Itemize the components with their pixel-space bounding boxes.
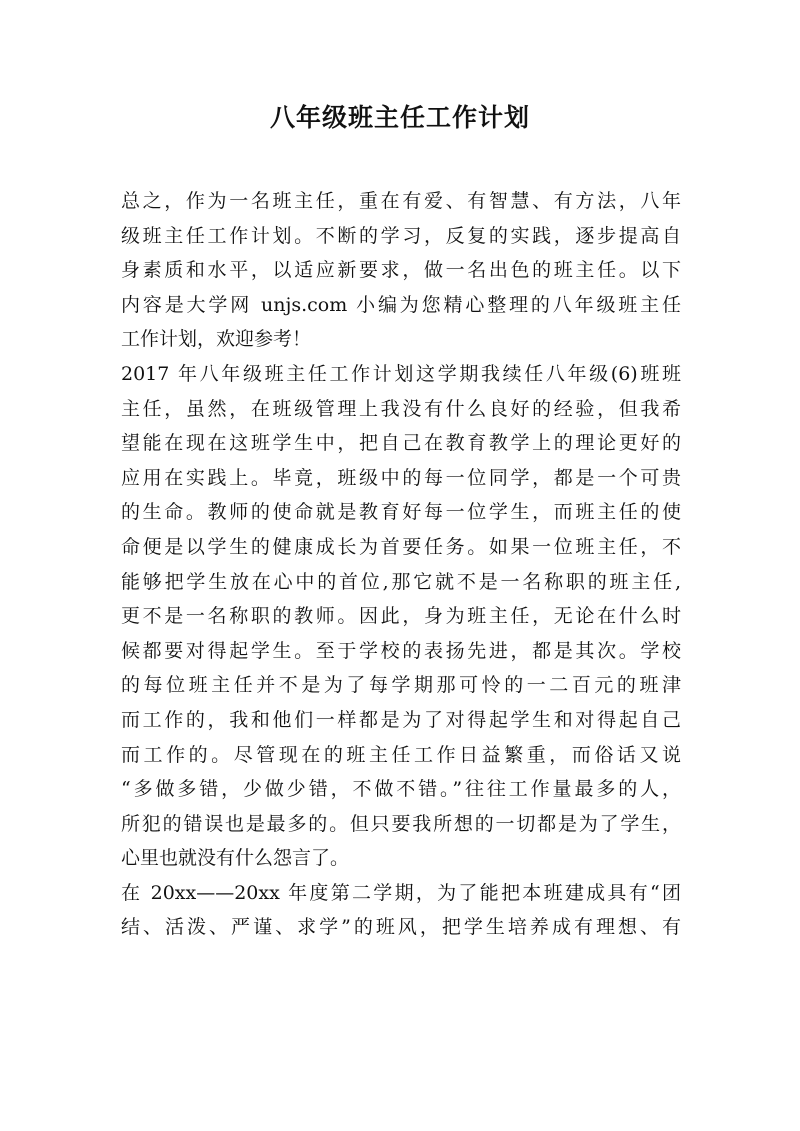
text-line: 内容是大学网 unjs.com 小编为您精心整理的八年级班主任: [121, 293, 681, 316]
text-line: 的每位班主任并不是为了每学期那可怜的一二百元的班津: [121, 674, 681, 697]
text-line: 的生命。教师的使命就是教育好每一位学生，而班主任的使: [121, 501, 681, 524]
text-line: 工作计划，欢迎参考！: [121, 328, 312, 351]
text-line: 总之，作为一名班主任，重在有爱、有智慧、有方法，八年: [121, 190, 681, 212]
text-line: 而工作的，我和他们一样都是为了对得起学生和对得起自己: [121, 708, 681, 731]
text-line: 2017 年八年级班主任工作计划这学期我续任八年级(6)班班: [121, 362, 681, 385]
text-line: 级班主任工作计划。不断的学习，反复的实践，逐步提高自: [121, 224, 681, 247]
text-line: 候都要对得起学生。至于学校的表扬先进，都是其次。学校: [121, 639, 681, 662]
text-line: 在 20xx——20xx 年度第二学期，为了能把本班建成具有“团: [121, 881, 681, 904]
text-line: 结、活泼、严谨、求学”的班风，把学生培养成有理想、有: [121, 916, 681, 939]
text-line: 主任，虽然，在班级管理上我没有什么良好的经验，但我希: [121, 397, 681, 420]
text-line: 身素质和水平，以适应新要求，做一名出色的班主任。以下: [121, 259, 681, 282]
text-line: “多做多错，少做少错，不做不错。”往往工作量最多的人，: [121, 778, 681, 801]
paragraph-semester: [121, 876, 681, 945]
document-title: 八年级班主任工作计划: [269, 103, 530, 132]
paragraph-intro: [121, 184, 681, 357]
text-line: 应用在实践上。毕竟，班级中的每一位同学，都是一个可贵: [121, 466, 681, 489]
paragraph-plan-2017: [121, 357, 681, 876]
text-line: 而工作的。尽管现在的班主任工作日益繁重，而俗话又说: [121, 743, 681, 766]
text-line: 能够把学生放在心中的首位,那它就不是一名称职的班主任,: [121, 570, 681, 593]
text-line: 心里也就没有什么怨言了。: [121, 847, 350, 870]
text-line: 更不是一名称职的教师。因此，身为班主任，无论在什么时: [121, 605, 681, 628]
document-body: [121, 184, 681, 945]
text-line: 望能在现在这班学生中，把自己在教育教学上的理论更好的: [121, 432, 681, 455]
text-line: 所犯的错误也是最多的。但只要我所想的一切都是为了学生，: [121, 812, 681, 835]
text-line: 命便是以学生的健康成长为首要任务。如果一位班主任，不: [121, 535, 681, 558]
